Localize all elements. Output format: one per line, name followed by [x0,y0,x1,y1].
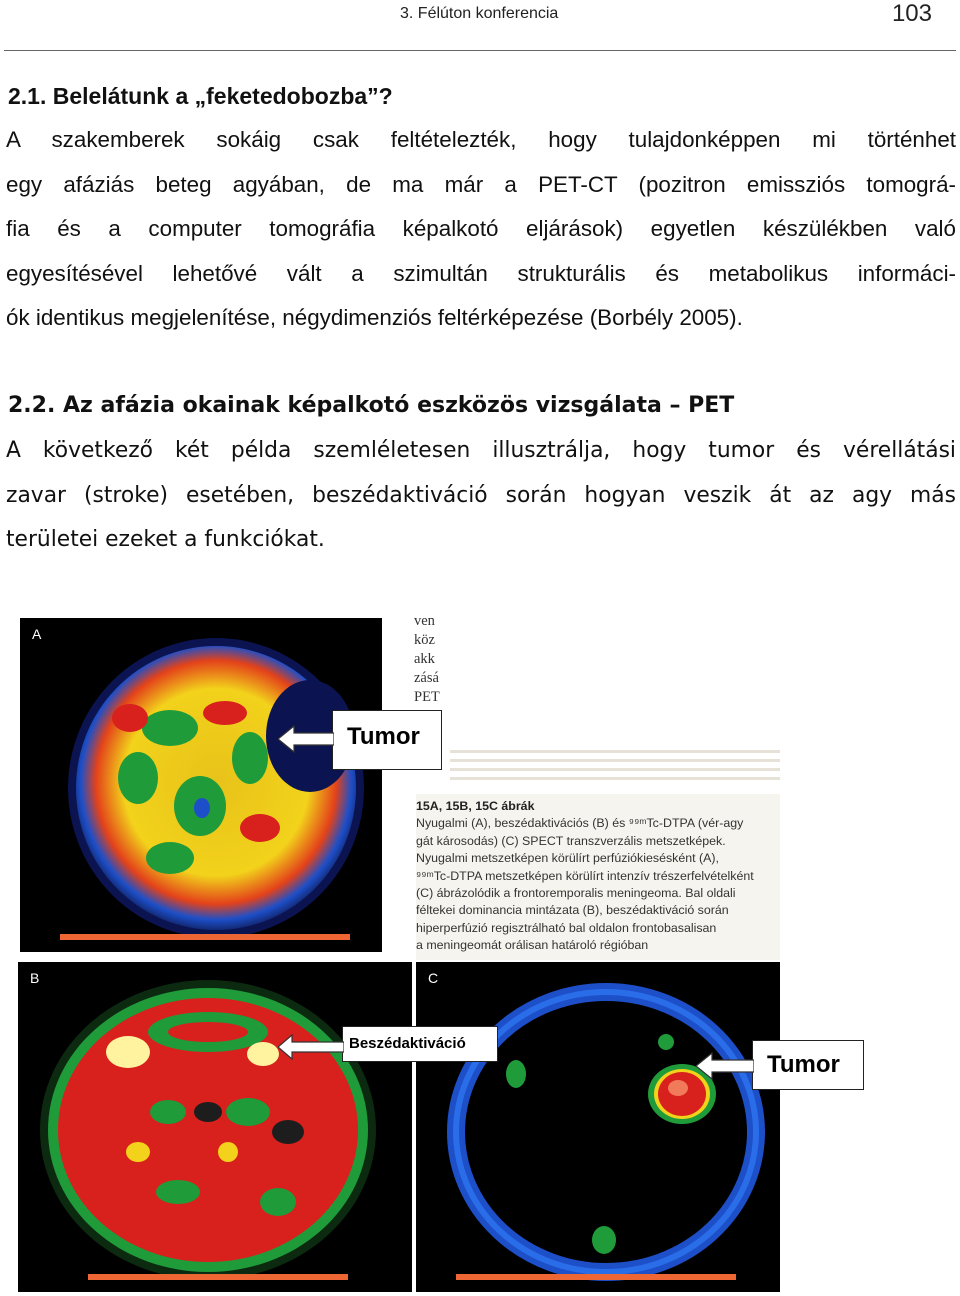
caption-line: gát károsodás) (C) SPECT transzverzális metszetképek. [416,833,726,848]
panel-label-a: A [32,626,42,642]
bleed-line: zásá [414,670,439,686]
arrow-left-icon [278,724,334,754]
header-rule [4,50,956,51]
figure-caption [416,794,780,960]
paragraph-line: egyesítésével lehetővé vált a szimultán strukturális és metabolikus informáci- [6,260,956,286]
paragraph-line: A következő két példa szemléletesen illusztrálja, hogy tumor és vérellátási [6,438,956,463]
caption-title: 15A, 15B, 15C ábrák [416,799,535,813]
section-heading-2-2: 2.2. Az afázia okainak képalkotó eszközös vizsgálata – PET [8,393,735,418]
caption-line: hiperperfúzió regisztrálható bal oldalon frontobasalisan [416,920,717,935]
scan-panel-b [18,962,412,1292]
scan-c-image [416,962,780,1292]
paragraph-line: területei ezeket a funkciókat. [6,527,325,553]
bleed-line: akk [414,651,435,667]
section-paragraph-2-1 [6,118,956,341]
scan-panel-a [20,618,382,952]
section-paragraph-2-2 [6,429,956,563]
tumor-callout-c: Tumor [752,1040,864,1090]
caption-line: (C) ábrázolódik a frontoremporalis meningeoma. Bal oldali [416,886,736,901]
caption-line: ⁹⁹ᵐTc-DTPA metszetképen körülírt intenzív trészerfelvételként [416,868,754,883]
bleed-line: ven [414,613,435,629]
paragraph-line: zavar (stroke) esetében, beszédaktiváció során hogyan veszik át az agy más [6,482,956,508]
scan-a-image [20,618,382,952]
page-header [0,0,960,52]
running-title: 3. Félúton konferencia [400,5,559,22]
caption-line: Nyugalmi (A), beszédaktivációs (B) és ⁹⁹ᵐTc-DTPA (vér-agy [416,816,744,831]
tumor-callout-a: Tumor [332,710,442,770]
pet-figure [0,612,960,1296]
paragraph-line: A szakemberek sokáig csak feltételezték, hogy tulajdonképpen mi történhet [6,127,956,152]
bleed-line: köz [414,632,435,648]
paragraph-line: fia és a computer tomográfia képalkotó eljárások) egyetlen készülékben való [6,216,956,242]
arrow-left-icon [278,1034,344,1060]
bleed-text [414,612,446,712]
arrow-left-icon [696,1052,754,1080]
caption-line: Nyugalmi metszetképen körülírt perfúziókiesésként (A), [416,851,720,866]
caption-line: a meningeomát orálisan határoló régióban [416,938,649,953]
paragraph-line: ók identikus megjelenítése, négydimenziós feltérképezése (Borbély 2005). [6,305,743,331]
page-number: 103 [891,0,932,27]
scan-panel-c [416,962,780,1292]
panel-label-c: C [428,970,439,986]
faded-text-block [450,750,780,792]
panel-label-b: B [30,970,40,986]
caption-line: féltekei dominancia mintázata (B), beszédaktiváció során [416,903,729,918]
scan-b-image [18,962,412,1292]
speech-activation-callout: Beszédaktiváció [342,1026,498,1062]
bleed-line: PET [414,689,440,705]
paragraph-line: egy afáziás beteg agyában, de ma már a PET-CT (pozitron emissziós tomográ- [6,171,956,197]
section-heading-2-1: 2.1. Belelátunk a „feketedobozba”? [8,83,393,109]
